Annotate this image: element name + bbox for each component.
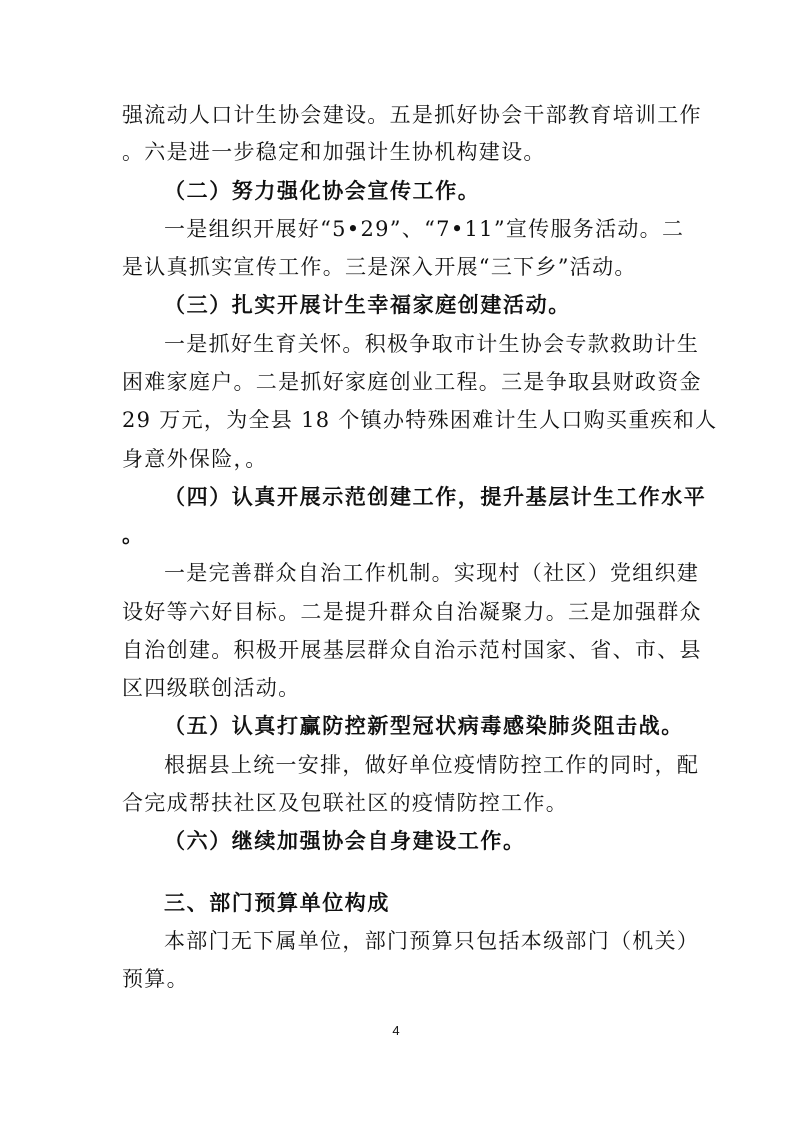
paragraph-line: 区四级联创活动。 <box>122 676 301 700</box>
paragraph-line: 根据县上统一安排，做好单位疫情防控工作的同时，配 <box>164 753 700 777</box>
section-heading: （五）认真打赢防控新型冠状病毒感染肺炎阻击战。 <box>164 714 684 738</box>
section-heading: （二）努力强化协会宣传工作。 <box>164 179 481 203</box>
paragraph-line: 自治创建。积极开展基层群众自治示范村国家、省、市、县 <box>122 638 702 662</box>
paragraph-line: 设好等六好目标。二是提升群众自治凝聚力。三是加强群众 <box>122 600 702 624</box>
paragraph-line: 。六是进一步稳定和加强计生协机构建设。 <box>122 140 546 164</box>
paragraph-line: 身意外保险，。 <box>122 447 268 471</box>
paragraph-line: 本部门无下属单位，部门预算只包括本级部门（机关） <box>164 929 700 953</box>
paragraph-line: 强流动人口计生协会建设。五是抓好协会干部教育培训工作 <box>122 103 702 127</box>
paragraph-line: 一是抓好生育关怀。积极争取市计生协会专款救助计生 <box>164 332 700 356</box>
section-heading: （六）继续加强协会自身建设工作。 <box>164 829 526 853</box>
paragraph-line: 困难家庭户。二是抓好家庭创业工程。三是争取县财政资金 <box>122 370 702 394</box>
section-heading: （四）认真开展示范创建工作，提升基层计生工作水平 <box>164 485 707 509</box>
paragraph-line: 合完成帮扶社区及包联社区的疫情防控工作。 <box>122 791 568 815</box>
paragraph-line: 一是完善群众自治工作机制。实现村（社区）党组织建 <box>164 561 700 585</box>
paragraph-line: 预算。 <box>122 967 189 991</box>
page-number: 4 <box>392 1023 400 1038</box>
section-heading-continuation: 。 <box>122 523 145 547</box>
section-heading: （三）扎实开展计生幸福家庭创建活动。 <box>164 293 571 317</box>
paragraph-line: 一是组织开展好“5•29”、“7•11”宣传服务活动。二 <box>164 217 685 241</box>
paragraph-line: 是认真抓实宣传工作。三是深入开展“三下乡”活动。 <box>122 255 637 279</box>
paragraph-line: 29 万元，为全县 18 个镇办特殊困难计生人口购买重疾和人 <box>122 408 718 432</box>
chapter-heading: 三、部门预算单位构成 <box>164 891 390 915</box>
